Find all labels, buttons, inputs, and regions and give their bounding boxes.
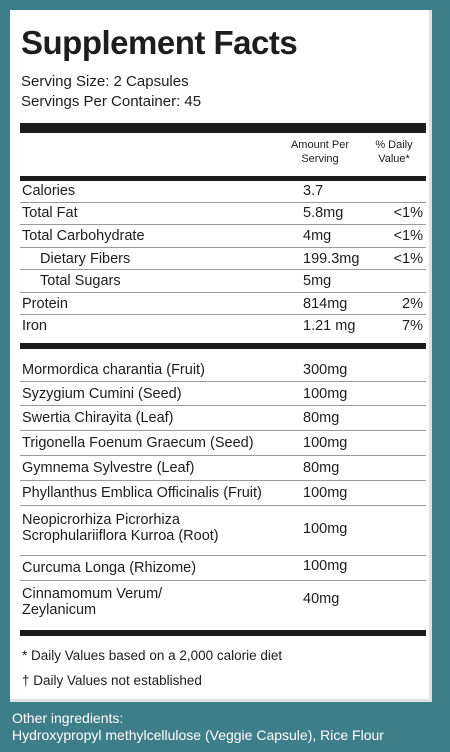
ingredient-row-trigonella xyxy=(20,431,426,456)
ingredient-row-curcuma xyxy=(20,556,426,581)
ingredient-amount: 80mg xyxy=(303,410,340,426)
ingredient-name-line1: Neopicrorhiza Picrorhiza xyxy=(22,512,180,528)
ingredient-amount: 80mg xyxy=(303,460,340,476)
amount-header-line1: Amount Per xyxy=(290,139,350,151)
nutrient-name: Calories xyxy=(22,183,76,199)
nutrient-dv: <1% xyxy=(393,205,423,221)
ingredient-name-line1: Cinnamomum Verum/ xyxy=(22,586,163,602)
supplement-facts-panel xyxy=(10,10,432,702)
panel-title: Supplement Facts xyxy=(21,24,298,61)
amount-per-serving-header xyxy=(280,138,360,166)
top-thick-rule xyxy=(20,123,426,133)
footnote-not-established: † Daily Values not established xyxy=(22,673,202,688)
nutrient-row-dietary-fibers xyxy=(20,248,426,270)
ingredient-row-syzygium xyxy=(20,382,426,406)
ingredient-row-cinnamomum xyxy=(20,581,426,630)
bottom-rule xyxy=(20,630,426,636)
ingredient-row-swertia xyxy=(20,406,426,431)
ingredient-name: Syzygium Cumini (Seed) xyxy=(22,386,182,402)
ingredient-name-line2: Zeylanicum xyxy=(22,602,97,618)
dv-header-line2: Value* xyxy=(378,153,410,165)
footnote-daily-values: * Daily Values based on a 2,000 calorie diet xyxy=(22,648,283,663)
nutrient-amount: 5.8mg xyxy=(303,205,344,221)
ingredient-name: Trigonella Foenum Graecum (Seed) xyxy=(22,435,254,451)
ingredient-row-mormordica xyxy=(20,349,426,382)
ingredient-amount: 100mg xyxy=(303,386,348,402)
nutrient-amount: 4mg xyxy=(303,228,332,244)
other-ingredients-text: Hydroxypropyl methylcellulose (Veggie Capsule), Rice Flour xyxy=(12,727,384,743)
ingredient-name-line2: Scrophulariiflora Kurroa (Root) xyxy=(22,528,219,544)
ingredient-amount: 100mg xyxy=(303,521,348,537)
ingredient-row-phyllanthus xyxy=(20,481,426,506)
nutrient-row-iron xyxy=(20,315,426,343)
nutrient-amount: 1.21 mg xyxy=(303,318,356,334)
ingredient-name xyxy=(22,586,162,618)
nutrient-name: Total Fat xyxy=(22,205,78,221)
amount-header-line2: Serving xyxy=(301,153,339,165)
nutrient-amount: 814mg xyxy=(303,296,348,312)
ingredient-name: Curcuma Longa (Rhizome) xyxy=(22,560,197,576)
nutrient-dv: 2% xyxy=(402,296,423,312)
ingredient-name: Swertia Chirayita (Leaf) xyxy=(22,410,174,426)
ingredient-row-neopicrorhiza xyxy=(20,506,426,556)
nutrient-row-total-sugars xyxy=(20,270,426,293)
nutrient-dv: <1% xyxy=(393,251,423,267)
nutrient-name: Protein xyxy=(22,296,68,312)
daily-value-header xyxy=(364,138,424,166)
nutrient-name: Iron xyxy=(22,318,47,334)
ingredient-amount: 300mg xyxy=(303,362,348,378)
ingredient-name: Phyllanthus Emblica Officinalis (Fruit) xyxy=(22,485,262,501)
other-ingredients-label: Other ingredients: xyxy=(12,710,124,726)
ingredient-amount: 40mg xyxy=(303,591,340,607)
nutrient-amount: 5mg xyxy=(303,273,332,289)
nutrient-name: Total Carbohydrate xyxy=(22,228,145,244)
nutrient-row-calories xyxy=(20,181,426,203)
ingredient-row-gymnema xyxy=(20,456,426,481)
nutrient-row-total-fat xyxy=(20,203,426,225)
nutrient-name: Total Sugars xyxy=(40,273,121,289)
serving-size: Serving Size: 2 Capsules xyxy=(21,73,189,90)
ingredient-name xyxy=(22,512,219,544)
ingredient-name: Mormordica charantia (Fruit) xyxy=(22,362,205,378)
nutrient-amount: 3.7 xyxy=(303,183,324,199)
servings-per-container: Servings Per Container: 45 xyxy=(21,93,202,110)
nutrient-amount: 199.3mg xyxy=(303,251,360,267)
ingredient-amount: 100mg xyxy=(303,558,348,574)
ingredient-name: Gymnema Sylvestre (Leaf) xyxy=(22,460,195,476)
dv-header-line1: % Daily xyxy=(375,139,413,151)
nutrient-dv: 7% xyxy=(402,318,423,334)
nutrient-row-protein xyxy=(20,293,426,315)
nutrient-name: Dietary Fibers xyxy=(40,251,131,267)
ingredient-amount: 100mg xyxy=(303,435,348,451)
nutrient-row-total-carbohydrate xyxy=(20,225,426,248)
nutrient-dv: <1% xyxy=(393,228,423,244)
ingredient-amount: 100mg xyxy=(303,485,348,501)
